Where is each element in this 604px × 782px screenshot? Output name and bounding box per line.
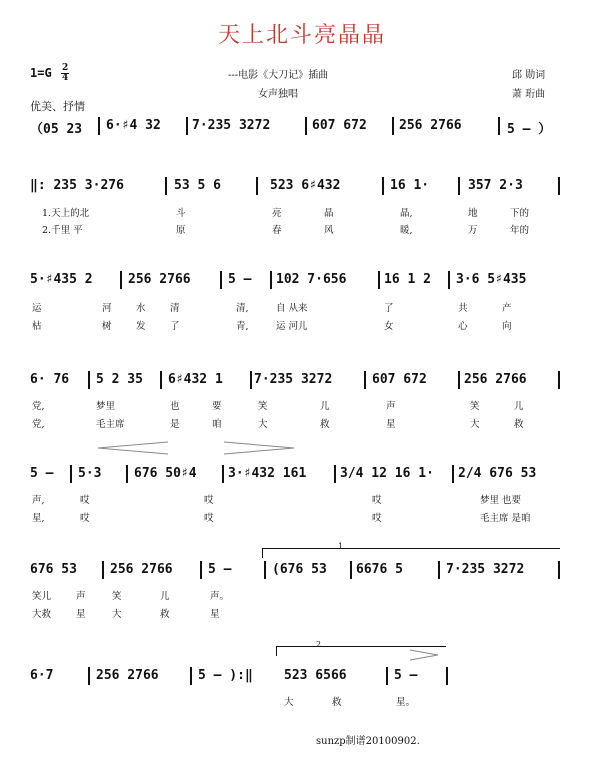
lyric: 斗: [176, 208, 186, 219]
measure: 256 2766: [128, 272, 191, 287]
lyric: 救: [514, 419, 524, 430]
measure: ‖: 235 3·276: [30, 178, 124, 193]
lyricist: 邱 勋词: [512, 70, 546, 81]
lyric: 星,: [32, 513, 45, 524]
lyric: 星: [210, 609, 220, 620]
measure: 5·3: [78, 466, 102, 481]
volta-bracket-2: [276, 646, 446, 647]
barline: [458, 177, 460, 195]
lyric: 声。: [210, 591, 230, 602]
measure: 523 6566: [284, 668, 347, 683]
lyric: 笑: [112, 591, 122, 602]
time-signature-top: 2: [62, 63, 69, 73]
lyric: 要: [212, 401, 222, 412]
volta-bracket-tick: [262, 548, 263, 558]
barline: [446, 667, 448, 685]
measure: 7·235 3272: [192, 118, 271, 133]
lyric: 声,: [32, 495, 45, 506]
barline: [305, 117, 307, 135]
lyric: 笑儿: [32, 591, 52, 602]
barline: [186, 117, 188, 135]
measure: 5 –: [228, 272, 252, 287]
dynamics-hairpins: [96, 440, 296, 456]
lyric: 哎: [204, 495, 214, 506]
lyric: 党,: [32, 401, 45, 412]
measure: 5·♯435 2: [30, 272, 93, 287]
barline: [190, 667, 192, 685]
barline: [126, 465, 128, 483]
lyric: 救: [320, 419, 330, 430]
lyric: 自 从来: [276, 303, 308, 314]
lyric: 大: [284, 697, 294, 708]
lyric: 女: [384, 321, 394, 332]
lyric: 大: [112, 609, 122, 620]
lyric: 共: [458, 303, 468, 314]
lyric: 大: [258, 419, 268, 430]
measure: 5 – ）: [507, 122, 552, 137]
lyric: 儿: [514, 401, 524, 412]
lyric: 枯: [32, 321, 42, 332]
barline: [448, 271, 450, 289]
barline: [438, 561, 440, 579]
measure: 5 –: [208, 562, 232, 577]
measure: 5 2 35: [96, 372, 143, 387]
barline: [558, 177, 560, 195]
lyric: 向: [502, 321, 512, 332]
lyric: 2.千里 平: [42, 225, 83, 236]
lyric: 青,: [236, 321, 249, 332]
barline: [88, 667, 90, 685]
volta-number: 1: [338, 542, 344, 551]
measure: 676 50♯4: [134, 466, 197, 481]
barline: [270, 271, 272, 289]
measure: 102 7·656: [276, 272, 347, 287]
lyric: 笑: [258, 401, 268, 412]
measure: (676 53: [272, 562, 327, 577]
lyric: 运: [32, 303, 42, 314]
measure: 256 2766: [464, 372, 527, 387]
subtitle: ---电影《大刀记》插曲: [228, 70, 329, 81]
barline: [102, 561, 104, 579]
lyric: 梦里: [96, 401, 116, 412]
lyric: 是: [170, 419, 180, 430]
lyric: 风: [324, 225, 334, 236]
measure: （05 23: [30, 122, 83, 137]
measure: 2/4 676 53: [458, 466, 537, 481]
barline: [558, 371, 560, 389]
lyric: 1.天上的北: [42, 208, 90, 219]
measure: 256 2766: [110, 562, 173, 577]
barline: [264, 561, 266, 579]
lyric: 也: [170, 401, 180, 412]
barline: [200, 561, 202, 579]
volta-number: 2: [316, 640, 322, 649]
measure: 357 2·3: [468, 178, 523, 193]
barline: [334, 465, 336, 483]
lyric: 毛主席 是咱: [480, 513, 531, 524]
barline: [250, 371, 252, 389]
lyric: 哎: [80, 495, 90, 506]
lyric: 心: [458, 321, 468, 332]
volta-bracket-tick: [276, 646, 277, 656]
lyric: 星: [76, 609, 86, 620]
lyric: 发: [136, 321, 146, 332]
barline: [256, 177, 258, 195]
transcriber-credit: sunzp制谱20100902.: [316, 736, 420, 747]
barline: [222, 465, 224, 483]
lyric: 哎: [80, 513, 90, 524]
barline: [458, 371, 460, 389]
lyric: 产: [502, 303, 512, 314]
measure: 256 2766: [399, 118, 462, 133]
lyric: 水: [136, 303, 146, 314]
measure: 6· 76: [30, 372, 70, 387]
measure: 3/4 12 16 1·: [340, 466, 434, 481]
lyric: 晶,: [400, 208, 413, 219]
measure: 6·7: [30, 668, 54, 683]
barline: [386, 667, 388, 685]
lyric: 地: [468, 208, 478, 219]
lyric: 笑: [470, 401, 480, 412]
measure: 607 672: [312, 118, 367, 133]
lyric: 哎: [372, 495, 382, 506]
barline: [364, 371, 366, 389]
lyric: 哎: [204, 513, 214, 524]
barline: [98, 117, 100, 135]
lyric: 梦里 也要: [480, 495, 522, 506]
lyric: 了: [170, 321, 180, 332]
measure: 7·235 3272: [446, 562, 525, 577]
lyric: 救: [332, 697, 342, 708]
lyric: 树: [102, 321, 112, 332]
measure: 6·♯4 32: [106, 118, 161, 133]
lyric: 星。: [396, 697, 416, 708]
decrescendo-hairpin: [408, 648, 440, 662]
lyric: 年的: [510, 225, 530, 236]
lyric: 亮: [272, 208, 282, 219]
barline: [120, 271, 122, 289]
performer: 女声独唱: [258, 89, 298, 100]
song-title: 天上北斗亮晶晶: [217, 23, 386, 48]
composer: 萧 珩曲: [512, 89, 546, 100]
lyric: 运 河儿: [276, 321, 308, 332]
measure: 5 –: [30, 466, 54, 481]
barline: [378, 271, 380, 289]
barline: [160, 371, 162, 389]
measure: 607 672: [372, 372, 427, 387]
measure: 3·6 5♯435: [456, 272, 527, 287]
measure: 6676 5: [356, 562, 403, 577]
tempo-marking: 优美、抒情: [30, 100, 85, 113]
barline: [70, 465, 72, 483]
measure: 6♯432 1: [168, 372, 223, 387]
barline: [220, 271, 222, 289]
barline: [452, 465, 454, 483]
lyric: 声: [76, 591, 86, 602]
lyric: 万: [468, 225, 478, 236]
lyric: 大救: [32, 609, 52, 620]
barline: [350, 561, 352, 579]
lyric: 儿: [320, 401, 330, 412]
lyric: 原: [176, 225, 186, 236]
barline: [382, 177, 384, 195]
lyric: 春: [272, 225, 282, 236]
lyric: 星: [386, 419, 396, 430]
lyric: 大: [470, 419, 480, 430]
barline: [88, 371, 90, 389]
measure: 256 2766: [96, 668, 159, 683]
measure: 5 –: [394, 668, 418, 683]
barline: [558, 561, 560, 579]
lyric: 儿: [160, 591, 170, 602]
measure: 16 1·: [390, 178, 430, 193]
measure: 523 6♯432: [270, 178, 341, 193]
measure: 676 53: [30, 562, 77, 577]
lyric: 晶: [324, 208, 334, 219]
lyric: 声: [386, 401, 396, 412]
lyric: 暖,: [400, 225, 413, 236]
lyric: 清,: [236, 303, 249, 314]
barline: [392, 117, 394, 135]
key-signature: 1=G: [30, 66, 52, 80]
lyric: 哎: [372, 513, 382, 524]
measure: 3·♯432 161: [228, 466, 307, 481]
measure: 53 5 6: [174, 178, 221, 193]
lyric: 毛主席: [96, 419, 125, 430]
lyric: 下的: [510, 208, 530, 219]
lyric: 了: [384, 303, 394, 314]
lyric: 清: [170, 303, 180, 314]
lyric: 咱: [212, 419, 222, 430]
measure: 7·235 3272: [254, 372, 333, 387]
measure: 5 – ):‖: [198, 668, 253, 683]
lyric: 河: [102, 303, 112, 314]
lyric: 党,: [32, 419, 45, 430]
barline: [498, 117, 500, 135]
barline: [165, 177, 167, 195]
time-signature-bottom: 4: [62, 73, 69, 83]
lyric: 救: [160, 609, 170, 620]
measure: 16 1 2: [384, 272, 431, 287]
volta-bracket-1: [262, 548, 560, 549]
